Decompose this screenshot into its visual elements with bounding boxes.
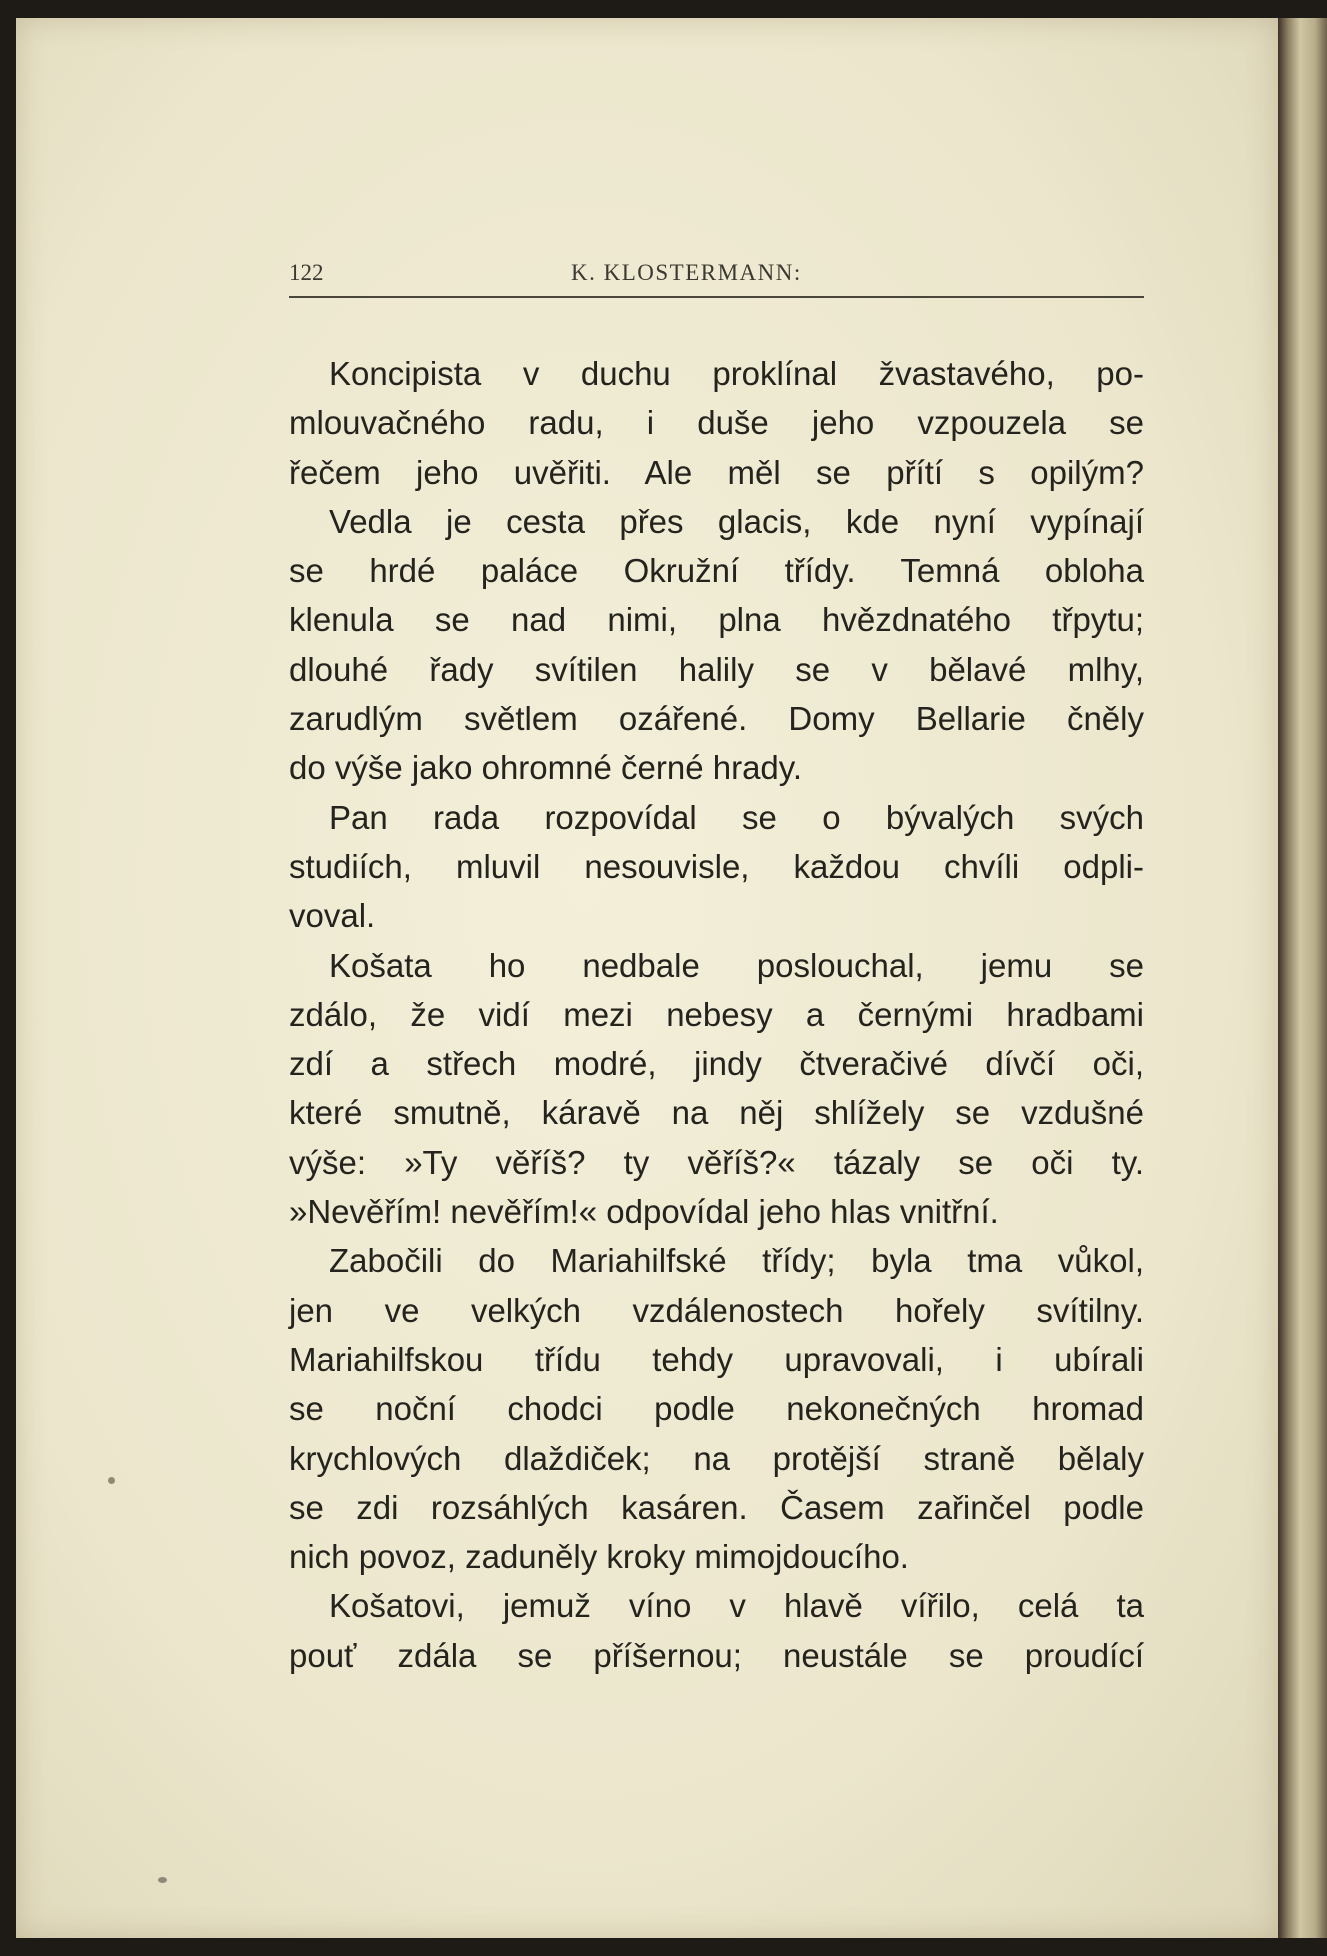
text-line: Pan rada rozpovídal se o bývalých svých <box>329 798 1144 836</box>
text-line: které smutně, káravě na něj shlížely se vzdušné <box>289 1094 1144 1132</box>
page-number: 122 <box>289 260 324 285</box>
text-line: se hrdé paláce Okružní třídy. Temná obloha <box>289 552 1144 590</box>
text-line: pouť zdála se příšernou; neustále se proudící <box>289 1636 1144 1674</box>
paper-speck <box>108 1477 115 1484</box>
text-line: řečem jeho uvěřiti. Ale měl se přítí s opilým? <box>289 453 1144 491</box>
text-line: se zdi rozsáhlých kasáren. Časem zařinčel podle <box>289 1488 1144 1526</box>
text-line: krychlových dlaždiček; na protější straně bělaly <box>289 1439 1144 1477</box>
text-line: klenula se nad nimi, plna hvězdnatého třpytu; <box>289 601 1144 639</box>
text-line: zarudlým světlem ozářené. Domy Bellarie čněly <box>289 700 1144 738</box>
running-title: K. KLOSTERMANN: <box>571 260 802 285</box>
text-line: Zabočili do Mariahilfské třídy; byla tma vůkol, <box>329 1242 1144 1280</box>
text-line: Košata ho nedbale poslouchal, jemu se <box>329 946 1144 984</box>
text-line: mlouvačného radu, i duše jeho vzpouzela se <box>289 404 1144 442</box>
text-line: Vedla je cesta přes glacis, kde nyní vypínají <box>329 502 1144 540</box>
body-text <box>289 349 1144 1680</box>
text-line: zdálo, že vidí mezi nebesy a černými hradbami <box>289 995 1144 1033</box>
page-edge <box>1278 18 1327 1938</box>
text-line: zdí a střech modré, jindy čtveračivé dívčí oči, <box>289 1045 1144 1083</box>
text-line: Mariahilfskou třídu tehdy upravovali, i ubírali <box>289 1340 1144 1378</box>
text-line: voval. <box>289 897 376 935</box>
text-line: se noční chodci podle nekonečných hromad <box>289 1390 1144 1428</box>
paper-speck <box>158 1877 167 1883</box>
text-line: nich povoz, zaduněly kroky mimojdoucího. <box>289 1538 909 1576</box>
text-line: studiích, mluvil nesouvisle, každou chvíli odpli- <box>289 847 1144 885</box>
text-line: do výše jako ohromné černé hrady. <box>289 749 802 787</box>
text-line: jen ve velkých vzdálenostech hořely svítilny. <box>289 1291 1144 1329</box>
running-head <box>289 256 1144 298</box>
text-line: Košatovi, jemuž víno v hlavě vířilo, celá ta <box>329 1587 1144 1625</box>
text-line: »Nevěřím! nevěřím!« odpovídal jeho hlas vnitřní. <box>289 1193 999 1231</box>
text-line: výše: »Ty věříš? ty věříš?« tázaly se oči ty. <box>289 1143 1144 1181</box>
text-line: dlouhé řady svítilen halily se v bělavé mlhy, <box>289 650 1144 688</box>
text-line: Koncipista v duchu proklínal žvastavého, po- <box>329 355 1144 392</box>
